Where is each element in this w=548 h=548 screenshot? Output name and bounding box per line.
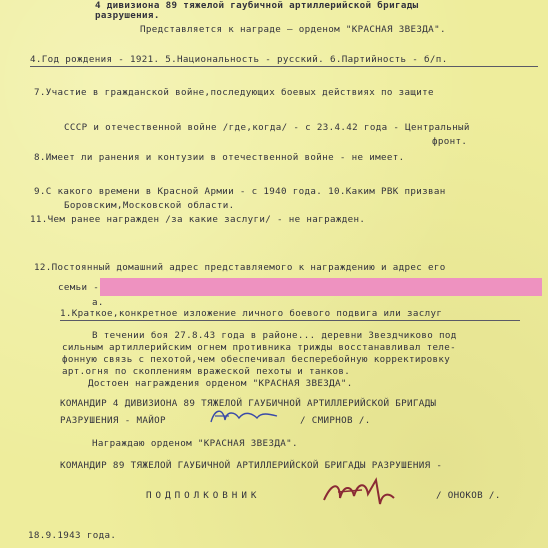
redaction-bar xyxy=(100,278,542,296)
field-home-address-2: семьи - xyxy=(58,282,100,293)
narrative-line: фонную связь с пехотой,чем обеспечивал бесперебойную корректировку xyxy=(62,354,451,365)
field-service-since: 9.С какого времени в Красной Армии - с 1940 года. 10.Каким РВК призван xyxy=(34,186,446,197)
field-birth-nationality-party: 4.Год рождения - 1921. 5.Национальность - русский. 6.Партийность - б/п. xyxy=(30,54,448,65)
narrative-line: сильным артиллерийским огнем противника трижды восстанавливал теле- xyxy=(62,342,457,353)
field-war-participation: 7.Участие в гражданской войне,последующих боевых действиях по защите xyxy=(34,87,434,98)
header-award-line: Представляется к награде — орденом "КРАСНАЯ ЗВЕЗДА". xyxy=(140,24,446,35)
field-feat-summary: 1.Краткое,конкретное изложение личного боевого подвига или заслуг xyxy=(60,308,443,319)
commander-name: / СМИРНОВ /. xyxy=(300,415,371,426)
brigade-signature xyxy=(318,474,398,514)
header-unit-line: 4 дивизиона 89 тяжелой гаубичной артиллерийской бригады xyxy=(95,0,419,11)
divider xyxy=(30,66,538,67)
field-war-participation-2: СССР и отечественной войне /где,когда/ - с 23.4.42 года - Центральный xyxy=(64,122,470,133)
document-date: 18.9.1943 года. xyxy=(28,530,117,541)
narrative-line: В течении боя 27.8.43 года в районе... деревни Звездчиково под xyxy=(92,330,457,341)
field-war-participation-3: фронт. xyxy=(432,136,468,147)
brigade-commander-name: / ОНОКОВ /. xyxy=(436,490,501,501)
commander-title: КОМАНДИР 4 ДИВИЗИОНА 89 ТЯЖЕЛОЙ ГАУБИЧНОЙ АРТИЛЛЕРИЙСКОЙ БРИГАДЫ xyxy=(60,398,437,409)
brigade-commander-title: КОМАНДИР 89 ТЯЖЕЛОЙ ГАУБИЧНОЙ АРТИЛЛЕРИЙСКОЙ БРИГАДЫ РАЗРУШЕНИЯ - xyxy=(60,460,443,471)
header-unit-line-2: разрушения. xyxy=(95,10,160,21)
field-wounds: 8.Имеет ли ранения и контузии в отечественной войне - не имеет. xyxy=(34,152,405,163)
field-prior-awards: 11.Чем ранее награжден /за какие заслуги/ - не награжден. xyxy=(30,214,366,225)
field-home-address: 12.Постоянный домашний адрес представляемого к награждению и адрес его xyxy=(34,262,446,273)
narrative-line: арт.огня по скоплениям вражеской пехоты и танков. xyxy=(62,366,351,377)
divider xyxy=(60,320,520,321)
field-service-since-2: Боровским,Московской области. xyxy=(64,200,235,211)
commander-rank: РАЗРУШЕНИЯ - МАЙОР xyxy=(60,415,166,426)
brigade-commander-rank: ПОДПОЛКОВНИК xyxy=(146,490,261,501)
award-decision: Награждаю орденом "КРАСНАЯ ЗВЕЗДА". xyxy=(92,438,298,449)
field-home-address-3: а. xyxy=(92,297,104,308)
narrative-line: Достоен награждения орденом "КРАСНАЯ ЗВЕЗДА". xyxy=(88,378,353,389)
